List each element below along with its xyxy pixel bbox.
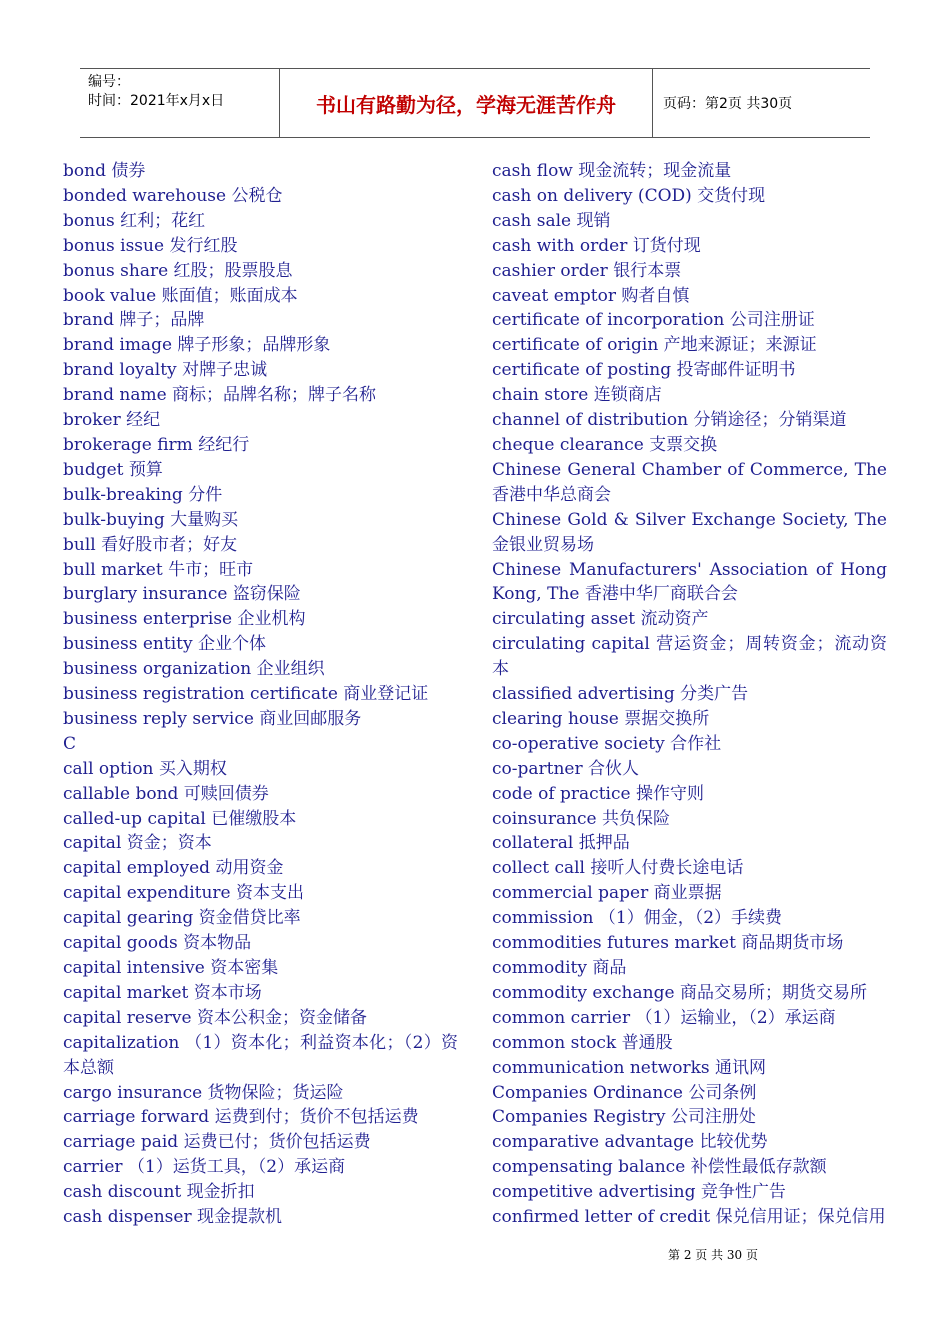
glossary-entry: capital expenditure 资本支出 — [63, 883, 305, 904]
glossary-entry: brand name 商标；品牌名称；牌子名称 — [63, 385, 377, 406]
glossary-entry: commission （1）佣金，（2）手续费 — [492, 908, 783, 929]
glossary-entry: bonus 红利；花红 — [63, 210, 206, 231]
glossary-entry: cash with order 订货付现 — [492, 235, 701, 256]
glossary-entry: capital gearing 资金借贷比率 — [63, 908, 301, 929]
glossary-entry: common carrier （1）运输业，（2）承运商 — [492, 1007, 836, 1028]
header-motto: 书山有路勤为径，学海无涯苦作舟 — [280, 69, 653, 137]
glossary-entry: business reply service 商业回邮服务 — [63, 708, 362, 729]
glossary-entry: co-operative society 合作社 — [492, 733, 722, 754]
glossary-entry: Chinese Manufacturers' Association of Hong Kong, The 香港中华厂商联合会 — [492, 559, 887, 605]
glossary-entry: brokerage firm 经纪行 — [63, 434, 250, 455]
glossary-entry: cash on delivery (COD) 交货付现 — [492, 185, 766, 206]
page-footer — [0, 1246, 950, 1263]
glossary-entry: broker 经纪 — [63, 410, 161, 431]
glossary-entry: book value 账面值；账面成本 — [63, 285, 298, 306]
date-line: 时间：2021年x月x日 — [88, 93, 225, 109]
left-glossary-column — [63, 159, 458, 1230]
glossary-entry: carriage paid 运费已付；货价包括运费 — [63, 1132, 371, 1153]
glossary-entry: caveat emptor 购者自慎 — [492, 285, 690, 306]
glossary-entry: commercial paper 商业票据 — [492, 883, 722, 904]
glossary-entry: cargo insurance 货物保险；货运险 — [63, 1082, 344, 1103]
glossary-entry: cash discount 现金折扣 — [63, 1182, 255, 1203]
glossary-entry: capital market 资本市场 — [63, 982, 262, 1003]
header-page-info: 页码：第2页 共30页 — [663, 96, 793, 112]
glossary-entry: classified advertising 分类广告 — [492, 684, 749, 705]
glossary-entry: certificate of incorporation 公司注册证 — [492, 310, 815, 331]
glossary-entry: called-up capital 已催缴股本 — [63, 808, 297, 829]
glossary-entry: business enterprise 企业机构 — [63, 609, 306, 630]
glossary-entry: Chinese Gold & Silver Exchange Society, The 金银业贸易场 — [492, 509, 887, 555]
glossary-entry: bulk-breaking 分件 — [63, 484, 223, 505]
glossary-entry: capital employed 动用资金 — [63, 858, 284, 879]
glossary-entry: capital 资金；资本 — [63, 833, 212, 854]
glossary-entry: bond 债券 — [63, 161, 146, 181]
glossary-entry: coinsurance 共负保险 — [492, 808, 671, 829]
glossary-entry: call option 买入期权 — [63, 758, 227, 779]
glossary-entry: callable bond 可赎回债券 — [63, 783, 269, 804]
glossary-entry: cash sale 现销 — [492, 210, 611, 231]
glossary-entry: co-partner 合伙人 — [492, 758, 640, 779]
glossary-entry: budget 预算 — [63, 459, 163, 480]
glossary-entry: capital reserve 资本公积金；资金储备 — [63, 1007, 367, 1028]
glossary-entry: collect call 接听人付费长途电话 — [492, 858, 744, 879]
glossary-entry: code of practice 操作守则 — [492, 783, 704, 804]
number-label: 编号： — [88, 74, 130, 90]
glossary-entry: certificate of origin 产地来源证；来源证 — [492, 335, 817, 356]
glossary-entry: communication networks 通讯网 — [492, 1057, 767, 1078]
glossary-entry: burglary insurance 盗窃保险 — [63, 584, 301, 605]
glossary-entry: business registration certificate 商业登记证 — [63, 684, 429, 705]
glossary-entry: commodities futures market 商品期货市场 — [492, 933, 844, 954]
glossary-entry: commodity 商品 — [492, 958, 627, 978]
glossary-entry: brand loyalty 对牌子忠诚 — [63, 360, 268, 381]
right-glossary-column — [492, 159, 887, 1230]
glossary-entry: comparative advantage 比较优势 — [492, 1132, 768, 1153]
glossary-entry: Companies Ordinance 公司条例 — [492, 1082, 757, 1103]
glossary-entry: brand 牌子；品牌 — [63, 310, 205, 331]
glossary-entry: common stock 普通股 — [492, 1032, 673, 1053]
glossary-entry: business entity 企业个体 — [63, 634, 266, 655]
glossary-entry: capital intensive 资本密集 — [63, 958, 279, 978]
glossary-entry: compensating balance 补偿性最低存款额 — [492, 1157, 827, 1178]
glossary-entry: circulating asset 流动资产 — [492, 609, 709, 630]
glossary-entry: brand image 牌子形象；品牌形象 — [63, 335, 331, 356]
glossary-entry: bulk-buying 大量购买 — [63, 509, 239, 530]
glossary-entry: commodity exchange 商品交易所；期货交易所 — [492, 982, 867, 1003]
page-header — [80, 68, 870, 138]
glossary-entry: carrier （1）运货工具，（2）承运商 — [63, 1157, 346, 1178]
glossary-entry: bonded warehouse 公税仓 — [63, 185, 283, 206]
glossary-entry: circulating capital 营运资金；周转资金；流动资本 — [492, 634, 887, 680]
glossary-entry: capital goods 资本物品 — [63, 933, 252, 954]
footer-page-number: 第 2 页 共 30 页 — [668, 1248, 758, 1262]
glossary-entry: cash dispenser 现金提款机 — [63, 1207, 282, 1228]
glossary-entry: certificate of posting 投寄邮件证明书 — [492, 360, 796, 381]
glossary-entry: business organization 企业组织 — [63, 659, 325, 680]
glossary-entry: cheque clearance 支票交换 — [492, 434, 718, 455]
header-meta — [80, 69, 280, 137]
glossary-entry: C — [63, 733, 77, 754]
glossary-entry: carriage forward 运费到付；货价不包括运费 — [63, 1107, 419, 1128]
glossary-entry: clearing house 票据交换所 — [492, 708, 710, 729]
glossary-entry: confirmed letter of credit 保兑信用证；保兑信用 — [492, 1207, 886, 1228]
glossary-entry: cash flow 现金流转；现金流量 — [492, 161, 732, 181]
glossary-entry: collateral 抵押品 — [492, 833, 630, 854]
glossary-entry: channel of distribution 分销途径；分销渠道 — [492, 410, 847, 431]
glossary-entry: competitive advertising 竞争性广告 — [492, 1182, 786, 1203]
glossary-entry: chain store 连锁商店 — [492, 385, 662, 406]
glossary-entry: bull market 牛市；旺市 — [63, 559, 254, 580]
glossary-entry: Chinese General Chamber of Commerce, The 香港中华总商会 — [492, 459, 887, 505]
glossary-entry: capitalization （1）资本化；利益资本化；（2）资本总额 — [63, 1032, 458, 1078]
glossary-entry: bonus share 红股；股票股息 — [63, 260, 293, 281]
glossary-entry: bonus issue 发行红股 — [63, 235, 238, 256]
glossary-entry: bull 看好股市者；好友 — [63, 534, 238, 555]
glossary-entry: cashier order 银行本票 — [492, 260, 682, 281]
glossary-entry: Companies Registry 公司注册处 — [492, 1107, 756, 1128]
